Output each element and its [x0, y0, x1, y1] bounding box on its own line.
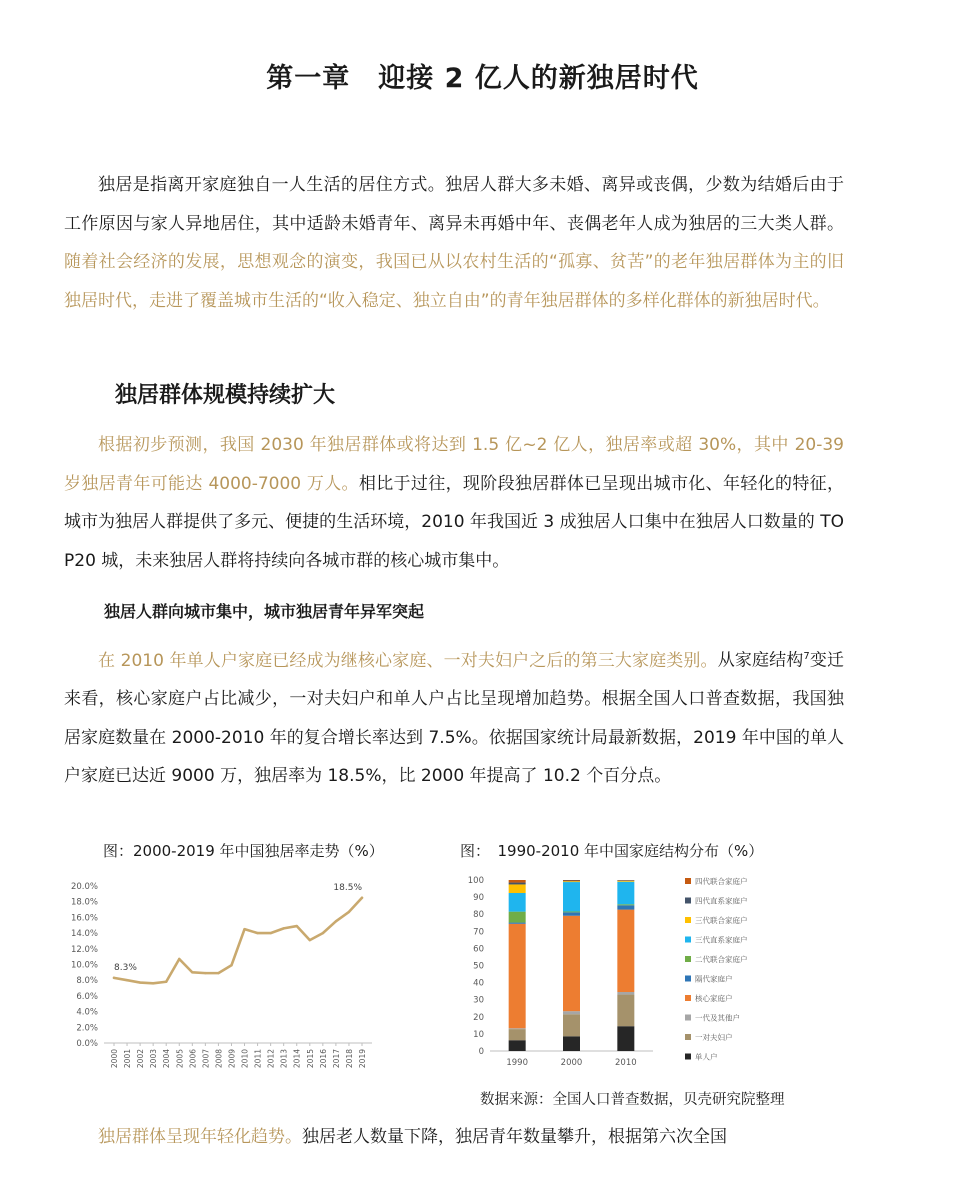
- data-point: [361, 897, 363, 899]
- figure1-caption: 图：2000-2019 年中国独居率走势（%）: [103, 842, 384, 860]
- x-tick-label: 2003: [149, 1049, 159, 1069]
- x-tick-label: 2009: [227, 1049, 237, 1069]
- data-point: [126, 979, 128, 981]
- data-label: 18.5%: [333, 882, 362, 893]
- footnote-marker: 7: [803, 651, 810, 662]
- y-tick-label: 4.0%: [76, 1007, 98, 1018]
- y-tick-label: 18.0%: [70, 897, 98, 908]
- figure2-caption: 图： 1990-2010 年中国家庭结构分布（%）: [460, 842, 764, 860]
- bar-segment: [563, 881, 580, 882]
- y-tick-label: 50: [473, 961, 484, 972]
- data-point: [282, 927, 284, 929]
- page-title: 第一章 迎接 2 亿人的新独居时代: [266, 63, 699, 94]
- y-tick-label: 100: [467, 876, 484, 886]
- bar-segment: [617, 992, 634, 995]
- x-tick-label: 2008: [214, 1049, 224, 1069]
- bar-segment: [617, 904, 634, 905]
- data-point: [309, 939, 311, 941]
- x-tick-label: 2002: [136, 1049, 146, 1069]
- bar-segment: [563, 916, 580, 1011]
- y-tick-label: 0: [478, 1047, 484, 1057]
- x-tick-label: 2000: [110, 1049, 119, 1069]
- legend-swatch: [685, 937, 691, 943]
- bar-segment: [617, 905, 634, 909]
- y-tick-label: 30: [473, 995, 484, 1006]
- bar-segment: [509, 923, 526, 924]
- y-tick-label: 12.0%: [70, 944, 98, 955]
- intro-paragraph: [64, 166, 844, 320]
- last-highlight: 独居群体呈现年轻化趋势。: [98, 1127, 302, 1147]
- y-tick-label: 10: [473, 1029, 484, 1040]
- x-tick-label: 2011: [253, 1049, 263, 1069]
- data-point: [113, 977, 115, 979]
- y-tick-label: 70: [473, 927, 484, 938]
- x-tick-label: 2012: [266, 1049, 276, 1069]
- legend-swatch: [685, 898, 691, 904]
- x-tick-label: 2000: [560, 1058, 583, 1068]
- bar-segment: [509, 912, 526, 923]
- bar-segment: [617, 881, 634, 882]
- y-tick-label: 16.0%: [70, 913, 98, 924]
- legend-label: 四代联合家庭户: [695, 877, 748, 886]
- bar-segment: [563, 911, 580, 912]
- intro-text: 独居是指离开家庭独自一人生活的居住方式。独居人群大多未婚、离异或丧偶，少数为结婚后由于工作原因与家人异地居住，其中适龄未婚青年、离异未再婚中年、丧偶老年人成为独居的三大类人群。: [64, 175, 844, 234]
- data-point: [256, 932, 258, 934]
- x-tick-label: 2013: [279, 1049, 289, 1069]
- data-point: [152, 982, 154, 984]
- y-tick-label: 80: [473, 910, 484, 921]
- bar-segment: [509, 1029, 526, 1040]
- legend-label: 三代联合家庭户: [695, 916, 748, 925]
- bar-segment: [617, 880, 634, 881]
- data-point: [296, 925, 298, 927]
- bar-segment: [509, 893, 526, 912]
- y-tick-label: 60: [473, 944, 484, 955]
- subsection-heading: 独居人群向城市集中，城市独居青年异军突起: [104, 602, 425, 621]
- y-tick-label: 40: [473, 978, 484, 989]
- x-tick-label: 1990: [506, 1058, 528, 1068]
- data-source: 数据来源：全国人口普查数据，贝壳研究院整理: [480, 1092, 785, 1108]
- data-point: [230, 964, 232, 966]
- legend-swatch: [685, 995, 691, 1001]
- x-tick-label: 2010: [240, 1049, 250, 1069]
- bar-segment: [509, 884, 526, 893]
- series-line: [114, 898, 362, 984]
- bar-segment: [617, 882, 634, 905]
- x-tick-label: 2018: [344, 1049, 354, 1069]
- legend-swatch: [685, 1034, 691, 1040]
- x-tick-label: 2016: [318, 1049, 328, 1069]
- data-point: [322, 932, 324, 934]
- bar-segment: [509, 883, 526, 885]
- bar-segment: [563, 1011, 580, 1014]
- x-tick-label: 2001: [123, 1049, 133, 1069]
- data-point: [348, 911, 350, 913]
- legend-swatch: [685, 878, 691, 884]
- legend-label: 二代联合家庭户: [695, 955, 748, 964]
- intro-highlight: 随着社会经济的发展，思想观念的演变，我国已从以农村生活的“孤寡、贫苦”的老年独居群体为主的旧独居时代，走进了覆盖城市生活的“收入稳定、独立自由”的青年独居群体的多样化群体的新独居时代。: [64, 252, 844, 311]
- section-heading: 独居群体规模持续扩大: [115, 383, 336, 408]
- y-tick-label: 0.0%: [76, 1039, 98, 1049]
- x-tick-label: 2005: [175, 1049, 185, 1069]
- bar-segment: [509, 1040, 526, 1051]
- y-tick-label: 8.0%: [76, 976, 98, 987]
- legend-label: 四代直系家庭户: [695, 896, 748, 906]
- legend-swatch: [685, 917, 691, 923]
- data-point: [217, 972, 219, 974]
- data-point: [165, 981, 167, 983]
- x-tick-label: 2019: [358, 1049, 367, 1069]
- bar-segment: [563, 882, 580, 911]
- stacked-bar-chart: [455, 868, 785, 1078]
- data-point: [204, 972, 206, 974]
- section-highlight: 根据初步预测，我国 2030 年独居群体或将达到 1.5 亿~2 亿人，独居率或超 30%，其中 20-39 岁独居青年可能达 4000-7000 万人。: [64, 435, 844, 494]
- bar-segment: [563, 1014, 580, 1036]
- bar-segment: [563, 881, 580, 882]
- bar-segment: [509, 1028, 526, 1029]
- y-tick-label: 2.0%: [76, 1023, 98, 1034]
- y-tick-label: 90: [473, 893, 484, 904]
- section-text: 相比于过往，现阶段独居群体已呈现出城市化、年轻化的特征，城市为独居人群提供了多元、便捷的生活环境，2010 年我国近 3 成独居人口集中在独居人口数量的 TOP20 城，未来独居人群将持续向各城市群的核心城市集中。: [64, 473, 845, 571]
- legend-label: 隔代家庭户: [695, 974, 733, 984]
- bar-segment: [563, 1036, 580, 1051]
- x-tick-label: 2015: [305, 1049, 315, 1069]
- subsection-highlight: 在 2010 年单人户家庭已经成为继核心家庭、一对夫妇户之后的第三大家庭类别。: [98, 650, 718, 671]
- data-point: [335, 920, 337, 922]
- bar-segment: [563, 912, 580, 915]
- x-tick-label: 2010: [615, 1058, 637, 1068]
- bar-segment: [509, 924, 526, 1028]
- section-paragraph: [64, 426, 844, 580]
- y-tick-label: 10.0%: [70, 960, 98, 971]
- legend-swatch: [685, 956, 691, 962]
- data-point: [178, 958, 180, 960]
- subsection-text-a: 从家庭结构: [717, 650, 804, 671]
- last-text: 独居老人数量下降，独居青年数量攀升，根据第六次全国: [302, 1127, 727, 1147]
- data-point: [243, 928, 245, 930]
- data-point: [269, 932, 271, 934]
- line-chart: [60, 868, 390, 1078]
- x-tick-label: 2007: [201, 1049, 211, 1069]
- y-tick-label: 14.0%: [70, 929, 98, 940]
- legend-swatch: [685, 976, 691, 982]
- x-tick-label: 2006: [188, 1049, 198, 1069]
- legend-swatch: [685, 1054, 691, 1060]
- data-label: 8.3%: [114, 962, 137, 973]
- bar-segment: [617, 1026, 634, 1051]
- bar-segment: [617, 910, 634, 992]
- data-point: [139, 981, 141, 983]
- y-tick-label: 20: [473, 1012, 484, 1023]
- last-paragraph: [64, 1118, 844, 1157]
- legend-label: 一对夫妇户: [695, 1033, 733, 1042]
- y-tick-label: 6.0%: [76, 991, 98, 1002]
- bar-segment: [617, 995, 634, 1027]
- bar-segment: [509, 880, 526, 883]
- bar-segment: [563, 880, 580, 881]
- legend-label: 单人户: [695, 1052, 718, 1062]
- data-point: [191, 971, 193, 973]
- legend-label: 三代直系家庭户: [695, 935, 748, 945]
- x-tick-label: 2014: [292, 1049, 302, 1069]
- x-tick-label: 2004: [162, 1049, 172, 1069]
- y-tick-label: 20.0%: [70, 882, 98, 892]
- subsection-text-b: 变迁来看，核心家庭户占比减少，一对夫妇户和单人户占比呈现增加趋势。根据全国人口普查数据，我国独居家庭数量在 2000-2010 年的复合增长率达到 7.5%。依据国家统计局最新数据，2019 年中国的单人户家庭已达近 9000 万，独居率为 18.5%，比 2000 年提高了 10.2 个百分点。: [64, 650, 845, 787]
- legend-swatch: [685, 1015, 691, 1021]
- legend-label: 核心家庭户: [695, 994, 733, 1003]
- subsection-paragraph: [64, 638, 844, 796]
- x-tick-label: 2017: [331, 1049, 341, 1069]
- legend-label: 一代及其他户: [695, 1013, 740, 1023]
